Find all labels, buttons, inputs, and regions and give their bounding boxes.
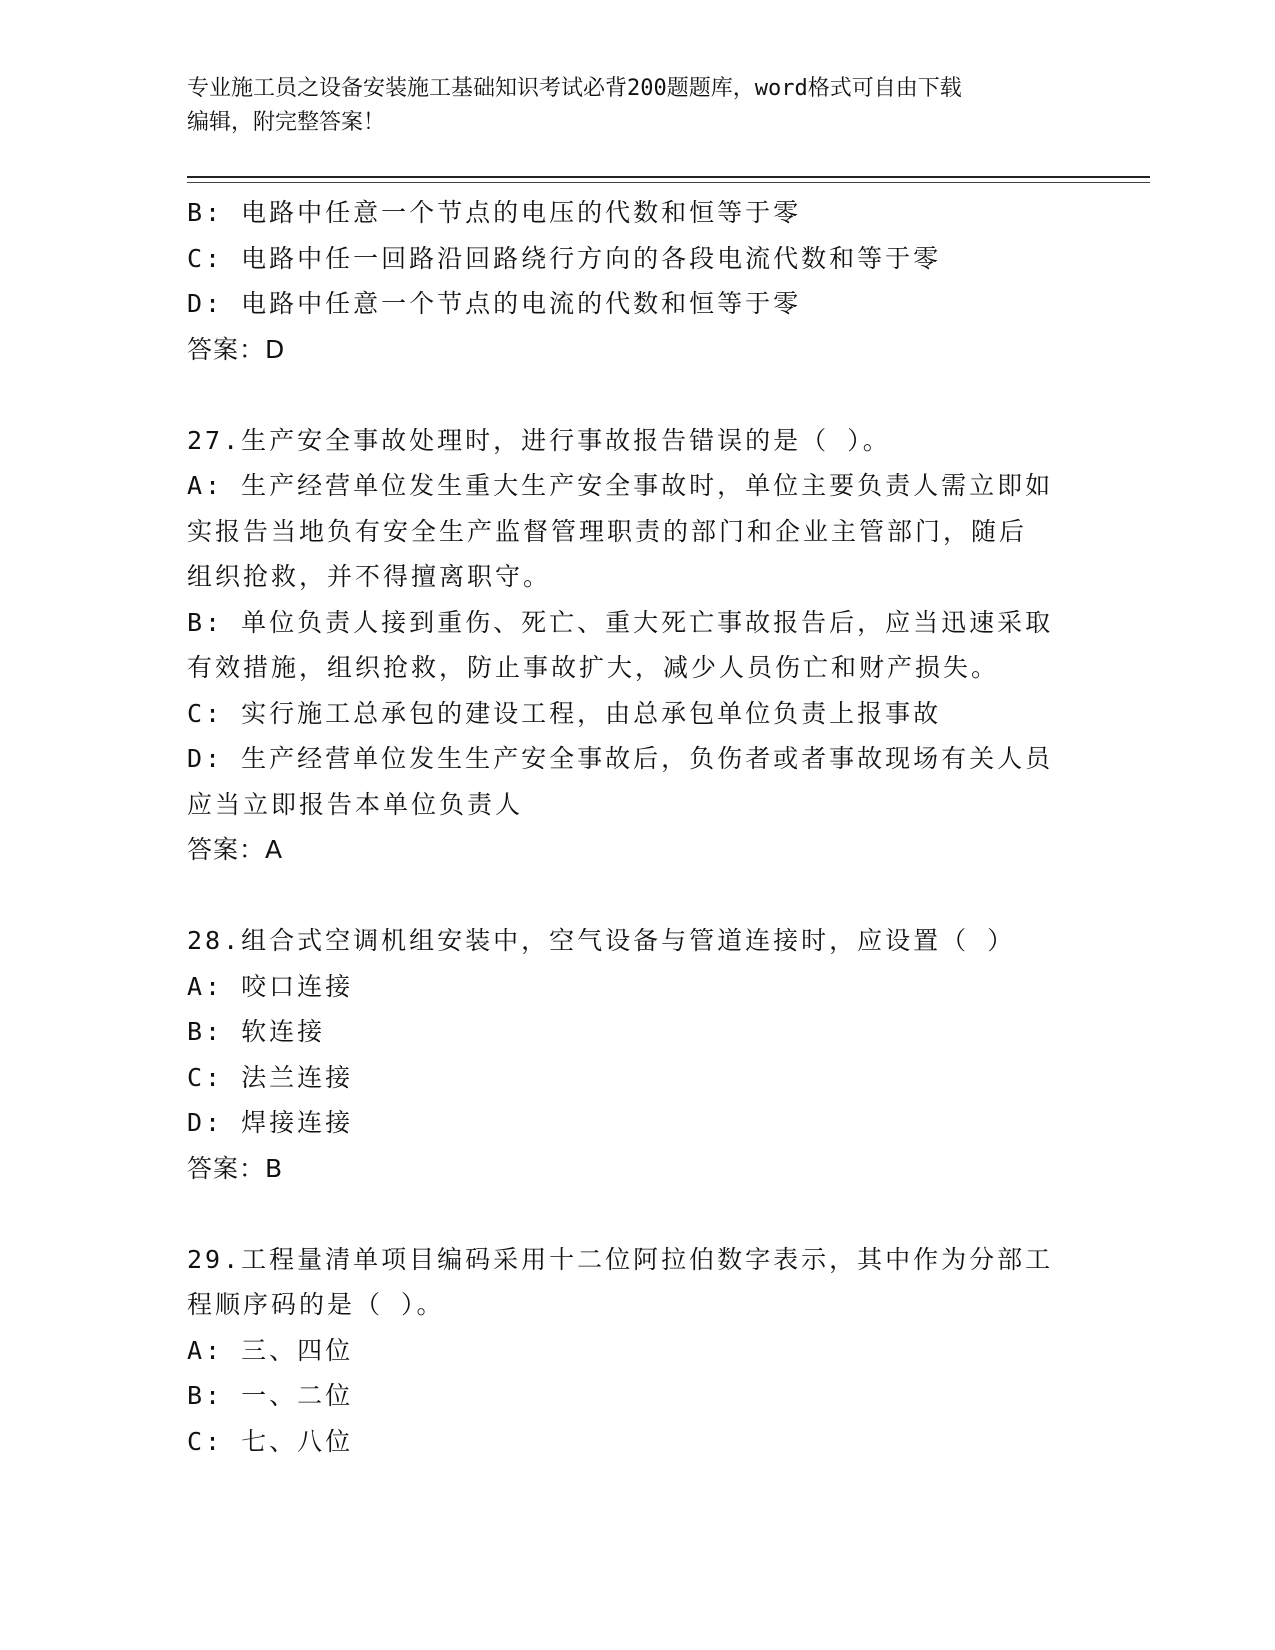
question-29 <box>187 1237 1087 1465</box>
question-27 <box>187 418 1087 873</box>
option-a: A: 生产经营单位发生重大生产安全事故时，单位主要负责人需立即如 <box>187 471 1054 500</box>
question-stem-cont: 程顺序码的是（ ）。 <box>187 1290 445 1319</box>
option-d: D: 生产经营单位发生生产安全事故后，负伤者或者事故现场有关人员 <box>187 744 1054 773</box>
option-b-cont: 有效措施，组织抢救，防止事故扩大，减少人员伤亡和财产损失。 <box>187 653 1000 682</box>
answer-line: 答案：A <box>187 835 284 864</box>
question-stem: 27.生产安全事故处理时，进行事故报告错误的是（ ）。 <box>187 425 891 455</box>
option-a-cont: 组织抢救，并不得擅离职守。 <box>187 562 552 591</box>
option-d: D: 电路中任意一个节点的电流的代数和恒等于零 <box>187 289 802 318</box>
option-c: C: 实行施工总承包的建设工程，由总承包单位负责上报事故 <box>187 698 942 728</box>
option-a: A: 三、四位 <box>187 1335 354 1365</box>
option-a: A: 咬口连接 <box>187 971 354 1001</box>
question-stem: 28.组合式空调机组安装中，空气设备与管道连接时，应设置（ ） <box>187 926 1016 955</box>
option-b: B: 单位负责人接到重伤、死亡、重大死亡事故报告后，应当迅速采取 <box>187 607 1054 637</box>
header-divider <box>187 176 1150 178</box>
option-c: C: 法兰连接 <box>187 1062 354 1092</box>
option-d: D: 焊接连接 <box>187 1108 354 1137</box>
answer-line: 答案：D <box>187 334 286 364</box>
question-26-continued <box>187 190 1087 372</box>
spacer <box>187 1191 1087 1237</box>
spacer <box>187 372 1087 418</box>
question-stem: 29.工程量清单项目编码采用十二位阿拉伯数字表示，其中作为分部工 <box>187 1244 1054 1274</box>
answer-line: 答案：B <box>187 1153 284 1183</box>
document-header <box>187 72 1087 140</box>
header-line-2: 编辑，附完整答案！ <box>187 110 386 135</box>
option-b: B: 软连接 <box>187 1017 326 1046</box>
question-28 <box>187 918 1087 1191</box>
header-divider-thin <box>187 182 1150 183</box>
option-b: B: 电路中任意一个节点的电压的代数和恒等于零 <box>187 198 802 227</box>
spacer <box>187 873 1087 919</box>
option-a-cont: 实报告当地负有安全生产监督管理职责的部门和企业主管部门，随后 <box>187 516 1028 546</box>
header-line-1: 专业施工员之设备安装施工基础知识考试必背200题题库，word格式可自由下载 <box>187 76 962 101</box>
option-d-cont: 应当立即报告本单位负责人 <box>187 789 524 819</box>
option-b: B: 一、二位 <box>187 1381 354 1410</box>
option-c: C: 电路中任一回路沿回路绕行方向的各段电流代数和等于零 <box>187 243 942 273</box>
document-body <box>187 190 1087 1464</box>
option-c: C: 七、八位 <box>187 1426 354 1456</box>
